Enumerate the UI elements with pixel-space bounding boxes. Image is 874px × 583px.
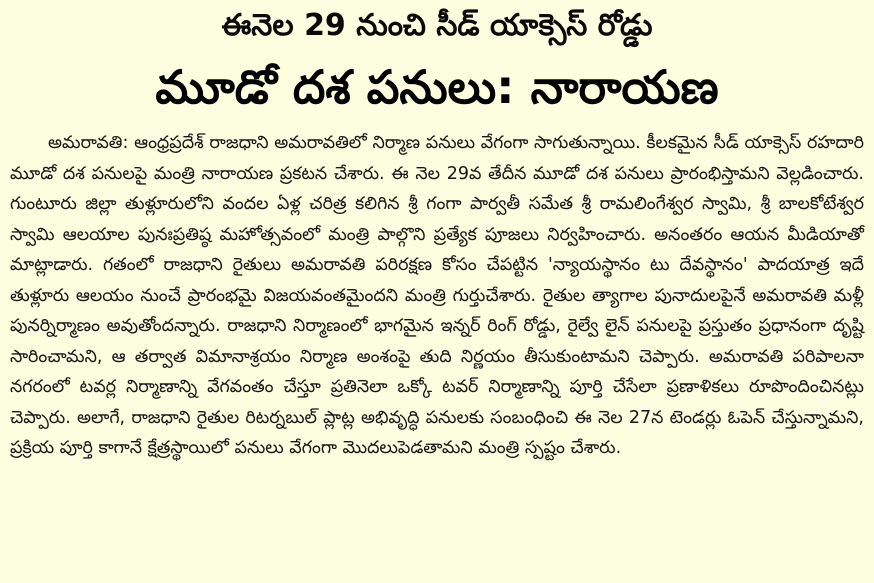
article-kicker: ఈనెల 29 నుంచి సీడ్ యాక్సెస్ రోడ్డు <box>221 8 653 43</box>
article-body: అమరావతి: ఆంధ్రప్రదేశ్ రాజధాని అమరావతిలో నిర్మాణ పనులు వేగంగా సాగుతున్నాయి. కీలకమైన సీడ్ యాక్సెస్ రహదారి మూడో దశ పనులపై మంత్రి నారాయణ ప్రకటన చేశారు. ఈ నెల 29వ తేదీన మూడో దశ పనులు ప్రారంభిస్తామని వెల్లడించారు. గుంటూరు జిల్లా తుళ్లూరులోని వందల ఏళ్ల చరిత్ర కలిగిన శ్రీ గంగా పార్వతీ సమేత శ్రీ రామలింగేశ్వర స్వామి, శ్రీ బాలకోటేశ్వర స్వామి ఆలయాల పునఃప్రతిష్ఠ మహోత్సవంలో మంత్రి పాల్గొని ప్రత్యేక పూజలు నిర్వహించారు. అనంతరం ఆయన మీడియాతో మాట్లాడారు. గతంలో రాజధాని రైతులు అమరావతి పరిరక్షణ కోసం చేపట్టిన 'న్యాయస్థానం టు దేవస్థానం' పాదయాత్ర ఇదే తుళ్లూరు ఆలయం నుంచే ప్రారంభమై విజయవంతమైందని మంత్రి గుర్తుచేశారు. రైతుల త్యాగాల పునాదులపైనే అమరావతి మళ్లీ పునర్నిర్మాణం అవుతోందన్నారు. రాజధాని నిర్మాణంలో భాగమైన ఇన్నర్ రింగ్ రోడ్డు, రైల్వే లైన్ పనులపై ప్రస్తుతం ప్రధానంగా దృష్టి సారించామని, ఆ తర్వాత విమానాశ్రయం నిర్మాణ అంశంపై తుది నిర్ణయం తీసుకుంటామని చెప్పారు. అమరావతి పరిపాలనా నగరంలో టవర్ల నిర్మాణాన్ని వేగవంతం చేస్తూ ప్రతినెలా ఒక్కో టవర్ నిర్మాణాన్ని పూర్తి చేసేలా ప్రణాళికలు రూపొందించినట్లు చెప్పారు. అలాగే, రాజధాని రైతుల రిటర్నబుల్ ప్లాట్ల అభివృద్ధి పనులకు సంబంధించి ఈ నెల 27న టెండర్లు ఓపెన్ చేస్తున్నామని, ప్రక్రియ పూర్తి కాగానే క్షేత్రస్థాయిలో పనులు వేగంగా మొదలుపెడతామని మంత్రి స్పష్టం చేశారు. <box>10 133 864 458</box>
article-headline: మూడో దశ పనులు: నారాయణ <box>155 60 719 114</box>
